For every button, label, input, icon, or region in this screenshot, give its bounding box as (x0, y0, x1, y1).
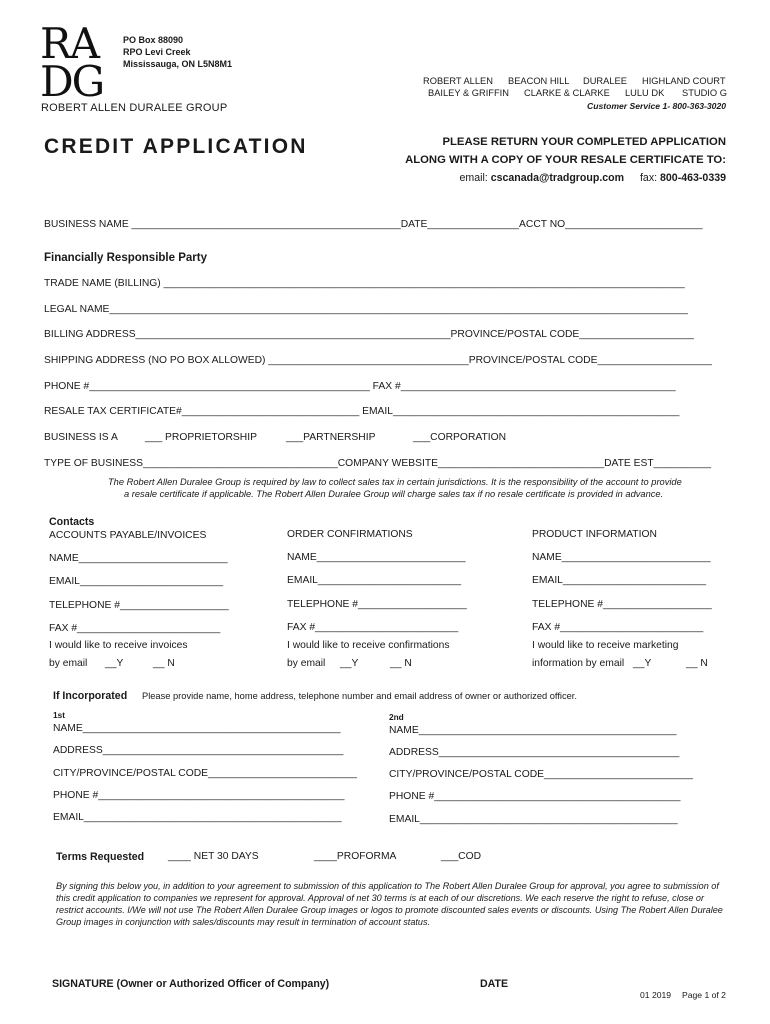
signature-date-label: DATE (480, 978, 509, 990)
owner-2-name-field[interactable]: NAME_____________________________________________ (389, 725, 677, 736)
pi-email-field[interactable]: EMAIL_________________________ (532, 575, 707, 586)
pi-name-field[interactable]: NAME__________________________ (532, 552, 711, 563)
page-title: CREDIT APPLICATION (44, 135, 308, 158)
brand-duralee: DURALEE (583, 76, 627, 86)
page-number: Page 1 of 2 (682, 990, 726, 1000)
owner-1-email-field[interactable]: EMAIL_____________________________________________ (53, 812, 342, 823)
ap-by-email: by email (49, 658, 88, 669)
owner-2-city-field[interactable]: CITY/PROVINCE/POSTAL CODE__________________________ (389, 769, 693, 780)
owner-2-email-field[interactable]: EMAIL_____________________________________________ (389, 814, 678, 825)
cod-option[interactable]: ___COD (441, 851, 482, 862)
oc-fax-field[interactable]: FAX #_________________________ (287, 622, 459, 633)
partnership-option[interactable]: ___PARTNERSHIP (286, 432, 376, 443)
address-line-3: Mississauga, ON L5N8M1 (123, 59, 233, 69)
agreement-paragraph: By signing this below you, in addition to your agreement to submission of this application to The Robert Allen Duralee Group for approval, you agree to submission of this credit application to companies we represent for approval. Approval of net 30 terms is at each of our discretions. We each reserve the right to refuse, close or restrict accounts. I/We will not use The Robert Allen Duralee Group images or logos to promote discounted sales events or discounts. Using The Robert Allen Duralee Group images in conjunction with sales/discounts may result in termination of account status. (56, 881, 723, 927)
owner-2-address-field[interactable]: ADDRESS__________________________________________ (389, 747, 680, 758)
owner-1-address-field[interactable]: ADDRESS__________________________________________ (53, 745, 344, 756)
billing-address-field[interactable]: BILLING ADDRESS_______________________________________________________PROVINCE/POSTAL CODE____________________ (44, 329, 694, 340)
contact-line (459, 172, 726, 184)
brand-highland-court: HIGHLAND COURT (642, 76, 726, 86)
customer-service: Customer Service 1- 800-363-3020 (586, 101, 726, 111)
signature-label: SIGNATURE (Owner or Authorized Officer of Company) (52, 978, 330, 990)
owner-2-phone-field[interactable]: PHONE #___________________________________________ (389, 791, 681, 802)
sales-tax-note-2: a resale certificate if applicable. The Robert Allen Duralee Group will charge sales tax if no resale certificate is provided in advance. (124, 489, 664, 499)
fax-number: 800-463-0339 (660, 172, 726, 184)
pi-by-email: information by email (532, 658, 625, 669)
address-line-2: RPO Levi Creek (123, 47, 191, 57)
shipping-address-field[interactable]: SHIPPING ADDRESS (NO PO BOX ALLOWED) ___________________________________PROVINCE/POSTAL CODE____________________ (44, 355, 712, 366)
ap-name-field[interactable]: NAME__________________________ (49, 553, 228, 564)
form-version: 01 2019 (640, 990, 672, 1000)
incorporated-heading: If Incorporated (53, 690, 128, 702)
ap-telephone-field[interactable]: TELEPHONE #___________________ (49, 600, 229, 611)
pi-yes-option[interactable]: __Y (633, 658, 652, 669)
proprietorship-option[interactable]: ___ PROPRIETORSHIP (145, 432, 257, 443)
oc-yes-option[interactable]: __Y (340, 658, 359, 669)
brand-clarke-clarke: CLARKE & CLARKE (524, 88, 610, 98)
ap-title: ACCOUNTS PAYABLE/INVOICES (49, 530, 207, 541)
address-line-1: PO Box 88090 (123, 35, 184, 45)
brand-robert-allen: ROBERT ALLEN (423, 76, 493, 86)
owner-2-label: 2nd (389, 712, 404, 722)
oc-receive-text: I would like to receive confirmations (287, 640, 450, 651)
ap-receive-text: I would like to receive invoices (49, 640, 188, 651)
financial-heading: Financially Responsible Party (44, 252, 207, 264)
pi-fax-field[interactable]: FAX #_________________________ (532, 622, 704, 633)
phone-fax-field[interactable]: PHONE #_________________________________________________ FAX #________________________________________________ (44, 381, 676, 392)
brand-studio-g: STUDIO G (682, 88, 727, 98)
oc-telephone-field[interactable]: TELEPHONE #___________________ (287, 599, 467, 610)
resale-email-field[interactable]: RESALE TAX CERTIFICATE#_______________________________ EMAIL__________________________________________________ (44, 406, 680, 417)
brand-bailey-griffin: BAILEY & GRIFFIN (428, 88, 509, 98)
oc-by-email: by email (287, 658, 326, 669)
brand-lulu-dk: LULU DK (625, 88, 665, 98)
legal-name-field[interactable]: LEGAL NAME_____________________________________________________________________________________________________ (44, 304, 688, 315)
business-name-field[interactable]: BUSINESS NAME _______________________________________________DATE________________ACCT NO________________________ (44, 219, 703, 230)
oc-name-field[interactable]: NAME__________________________ (287, 552, 466, 563)
brand-beacon-hill: BEACON HILL (508, 76, 570, 86)
trade-name-field[interactable]: TRADE NAME (BILLING) ___________________________________________________________________________________________ (44, 278, 685, 289)
business-is-label: BUSINESS IS A (44, 432, 118, 443)
oc-no-option[interactable]: __ N (390, 658, 412, 669)
terms-label: Terms Requested (56, 851, 145, 863)
pi-telephone-field[interactable]: TELEPHONE #___________________ (532, 599, 712, 610)
net30-option[interactable]: ____ NET 30 DAYS (168, 851, 259, 862)
oc-email-field[interactable]: EMAIL_________________________ (287, 575, 462, 586)
sales-tax-note-1: The Robert Allen Duralee Group is required by law to collect sales tax in certain jurisdictions. It is the responsibility of the account to provide (108, 477, 682, 487)
pi-title: PRODUCT INFORMATION (532, 529, 657, 540)
proforma-option[interactable]: ____PROFORMA (314, 851, 397, 862)
email-address[interactable]: cscanada@tradgroup.com (490, 172, 625, 184)
return-line-1: PLEASE RETURN YOUR COMPLETED APPLICATION (442, 136, 726, 148)
fax-label: fax: (639, 172, 658, 184)
radg-logo (40, 20, 110, 98)
owner-1-label: 1st (53, 710, 65, 720)
owner-1-name-field[interactable]: NAME_____________________________________________ (53, 723, 341, 734)
ap-yes-option[interactable]: __Y (105, 658, 124, 669)
email-label: email: (459, 172, 488, 184)
pi-receive-text: I would like to receive marketing (532, 640, 679, 651)
company-name: ROBERT ALLEN DURALEE GROUP (41, 102, 228, 114)
incorporated-instruction: Please provide name, home address, telephone number and email address of owner or authorized officer. (142, 691, 577, 701)
contacts-heading: Contacts (49, 516, 95, 528)
owner-1-city-field[interactable]: CITY/PROVINCE/POSTAL CODE__________________________ (53, 768, 357, 779)
type-of-business-field[interactable]: TYPE OF BUSINESS__________________________________COMPANY WEBSITE_____________________________DATE EST__________ (44, 458, 711, 469)
ap-no-option[interactable]: __ N (153, 658, 175, 669)
ap-fax-field[interactable]: FAX #_________________________ (49, 623, 221, 634)
owner-1-phone-field[interactable]: PHONE #___________________________________________ (53, 790, 345, 801)
return-line-2: ALONG WITH A COPY OF YOUR RESALE CERTIFICATE TO: (405, 154, 726, 166)
ap-email-field[interactable]: EMAIL_________________________ (49, 576, 224, 587)
pi-no-option[interactable]: __ N (686, 658, 708, 669)
svg-text:DG: DG (40, 57, 104, 98)
oc-title: ORDER CONFIRMATIONS (287, 529, 413, 540)
svg-text:RA: RA (40, 20, 98, 68)
corporation-option[interactable]: ___CORPORATION (413, 432, 507, 443)
